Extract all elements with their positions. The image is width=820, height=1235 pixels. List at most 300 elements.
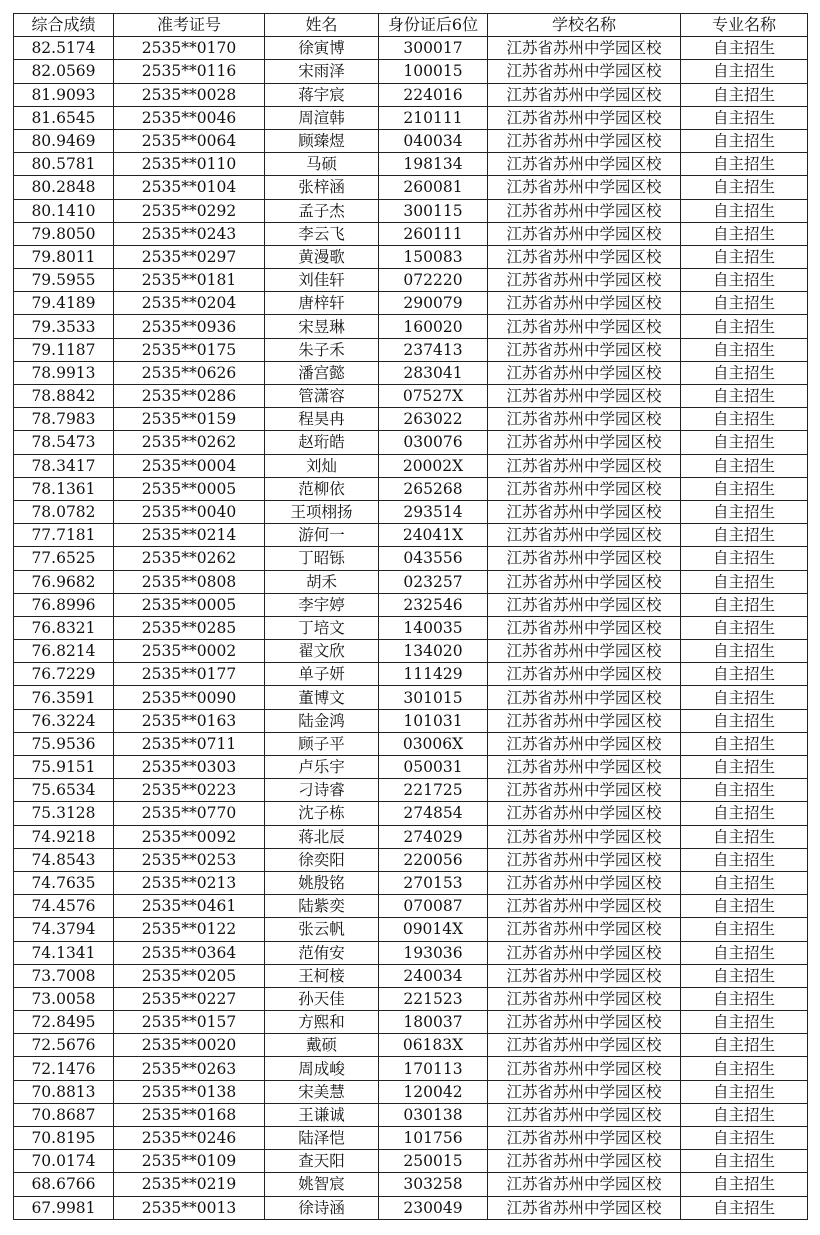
cell-id-last6: 03006X xyxy=(379,732,488,755)
cell-exam-id: 2535**0286 xyxy=(114,385,265,408)
cell-score: 70.8195 xyxy=(14,1127,114,1150)
cell-score: 78.1361 xyxy=(14,477,114,500)
cell-id-last6: 043556 xyxy=(379,547,488,570)
cell-name: 丁培文 xyxy=(265,616,379,639)
cell-id-last6: 301015 xyxy=(379,686,488,709)
cell-score: 77.6525 xyxy=(14,547,114,570)
cell-name: 徐奕阳 xyxy=(265,848,379,871)
cell-name: 周渲韩 xyxy=(265,106,379,129)
cell-score: 78.5473 xyxy=(14,431,114,454)
cell-major: 自主招生 xyxy=(681,987,808,1010)
cell-exam-id: 2535**0104 xyxy=(114,176,265,199)
header-id-last6: 身份证后6位 xyxy=(379,14,488,37)
cell-major: 自主招生 xyxy=(681,848,808,871)
cell-id-last6: 170113 xyxy=(379,1057,488,1080)
cell-name: 宋美慧 xyxy=(265,1080,379,1103)
cell-name: 朱子禾 xyxy=(265,338,379,361)
cell-exam-id: 2535**0626 xyxy=(114,361,265,384)
table-row xyxy=(14,1034,808,1057)
cell-exam-id: 2535**0002 xyxy=(114,640,265,663)
cell-score: 78.8842 xyxy=(14,385,114,408)
cell-name: 王项栩扬 xyxy=(265,500,379,523)
cell-major: 自主招生 xyxy=(681,361,808,384)
cell-score: 80.2848 xyxy=(14,176,114,199)
cell-name: 管潇容 xyxy=(265,385,379,408)
cell-id-last6: 260081 xyxy=(379,176,488,199)
cell-school: 江苏省苏州中学园区校 xyxy=(488,848,681,871)
cell-major: 自主招生 xyxy=(681,756,808,779)
cell-score: 80.5781 xyxy=(14,153,114,176)
cell-score: 78.3417 xyxy=(14,454,114,477)
cell-score: 79.8011 xyxy=(14,245,114,268)
cell-id-last6: 072220 xyxy=(379,269,488,292)
table-row xyxy=(14,338,808,361)
header-major: 专业名称 xyxy=(681,14,808,37)
table-row xyxy=(14,60,808,83)
cell-name: 徐寅博 xyxy=(265,37,379,60)
cell-exam-id: 2535**0246 xyxy=(114,1127,265,1150)
table-row xyxy=(14,385,808,408)
cell-major: 自主招生 xyxy=(681,547,808,570)
cell-exam-id: 2535**0168 xyxy=(114,1103,265,1126)
cell-id-last6: 232546 xyxy=(379,593,488,616)
cell-major: 自主招生 xyxy=(681,129,808,152)
cell-id-last6: 06183X xyxy=(379,1034,488,1057)
cell-id-last6: 224016 xyxy=(379,83,488,106)
cell-school: 江苏省苏州中学园区校 xyxy=(488,106,681,129)
cell-name: 单子妍 xyxy=(265,663,379,686)
cell-exam-id: 2535**0364 xyxy=(114,941,265,964)
table-row xyxy=(14,129,808,152)
cell-exam-id: 2535**0028 xyxy=(114,83,265,106)
cell-name: 蒋宇宸 xyxy=(265,83,379,106)
cell-name: 赵珩皓 xyxy=(265,431,379,454)
table-row xyxy=(14,732,808,755)
table-row xyxy=(14,222,808,245)
cell-school: 江苏省苏州中学园区校 xyxy=(488,871,681,894)
cell-major: 自主招生 xyxy=(681,153,808,176)
cell-exam-id: 2535**0770 xyxy=(114,802,265,825)
cell-exam-id: 2535**0159 xyxy=(114,408,265,431)
cell-id-last6: 140035 xyxy=(379,616,488,639)
cell-exam-id: 2535**0461 xyxy=(114,895,265,918)
cell-name: 顾臻煜 xyxy=(265,129,379,152)
cell-id-last6: 030138 xyxy=(379,1103,488,1126)
cell-school: 江苏省苏州中学园区校 xyxy=(488,1173,681,1196)
table-row xyxy=(14,315,808,338)
cell-exam-id: 2535**0214 xyxy=(114,524,265,547)
cell-name: 顾子平 xyxy=(265,732,379,755)
cell-name: 孟子杰 xyxy=(265,199,379,222)
cell-score: 76.3224 xyxy=(14,709,114,732)
cell-major: 自主招生 xyxy=(681,199,808,222)
cell-school: 江苏省苏州中学园区校 xyxy=(488,709,681,732)
cell-school: 江苏省苏州中学园区校 xyxy=(488,361,681,384)
cell-exam-id: 2535**0227 xyxy=(114,987,265,1010)
cell-exam-id: 2535**0138 xyxy=(114,1080,265,1103)
table-row xyxy=(14,640,808,663)
cell-major: 自主招生 xyxy=(681,616,808,639)
cell-exam-id: 2535**0297 xyxy=(114,245,265,268)
cell-exam-id: 2535**0122 xyxy=(114,918,265,941)
cell-school: 江苏省苏州中学园区校 xyxy=(488,1080,681,1103)
table-row xyxy=(14,292,808,315)
table-row xyxy=(14,663,808,686)
cell-school: 江苏省苏州中学园区校 xyxy=(488,245,681,268)
cell-name: 李宇婷 xyxy=(265,593,379,616)
cell-major: 自主招生 xyxy=(681,779,808,802)
cell-school: 江苏省苏州中学园区校 xyxy=(488,1034,681,1057)
cell-id-last6: 220056 xyxy=(379,848,488,871)
cell-major: 自主招生 xyxy=(681,500,808,523)
cell-major: 自主招生 xyxy=(681,640,808,663)
cell-score: 79.3533 xyxy=(14,315,114,338)
cell-id-last6: 180037 xyxy=(379,1011,488,1034)
table-row xyxy=(14,848,808,871)
table-row xyxy=(14,269,808,292)
cell-major: 自主招生 xyxy=(681,292,808,315)
table-row xyxy=(14,1173,808,1196)
cell-name: 宋雨泽 xyxy=(265,60,379,83)
cell-exam-id: 2535**0711 xyxy=(114,732,265,755)
cell-name: 沈子栋 xyxy=(265,802,379,825)
cell-exam-id: 2535**0292 xyxy=(114,199,265,222)
cell-exam-id: 2535**0177 xyxy=(114,663,265,686)
cell-major: 自主招生 xyxy=(681,895,808,918)
cell-exam-id: 2535**0262 xyxy=(114,431,265,454)
cell-school: 江苏省苏州中学园区校 xyxy=(488,477,681,500)
cell-major: 自主招生 xyxy=(681,1150,808,1173)
cell-name: 唐梓轩 xyxy=(265,292,379,315)
cell-school: 江苏省苏州中学园区校 xyxy=(488,1103,681,1126)
cell-score: 74.1341 xyxy=(14,941,114,964)
cell-major: 自主招生 xyxy=(681,385,808,408)
cell-name: 丁昭铄 xyxy=(265,547,379,570)
header-row xyxy=(14,14,808,37)
cell-school: 江苏省苏州中学园区校 xyxy=(488,408,681,431)
table-row xyxy=(14,106,808,129)
cell-name: 姚殷铭 xyxy=(265,871,379,894)
cell-name: 游何一 xyxy=(265,524,379,547)
cell-id-last6: 09014X xyxy=(379,918,488,941)
results-table xyxy=(13,13,808,1220)
cell-name: 戴硕 xyxy=(265,1034,379,1057)
table-row xyxy=(14,245,808,268)
header-name: 姓名 xyxy=(265,14,379,37)
table-row xyxy=(14,756,808,779)
cell-major: 自主招生 xyxy=(681,431,808,454)
cell-id-last6: 24041X xyxy=(379,524,488,547)
cell-name: 翟文欣 xyxy=(265,640,379,663)
cell-id-last6: 221725 xyxy=(379,779,488,802)
table-row xyxy=(14,1103,808,1126)
cell-major: 自主招生 xyxy=(681,964,808,987)
cell-major: 自主招生 xyxy=(681,802,808,825)
cell-score: 79.1187 xyxy=(14,338,114,361)
table-row xyxy=(14,153,808,176)
cell-name: 黄漫歌 xyxy=(265,245,379,268)
cell-school: 江苏省苏州中学园区校 xyxy=(488,1057,681,1080)
cell-id-last6: 230049 xyxy=(379,1196,488,1219)
cell-exam-id: 2535**0005 xyxy=(114,593,265,616)
cell-exam-id: 2535**0005 xyxy=(114,477,265,500)
cell-school: 江苏省苏州中学园区校 xyxy=(488,454,681,477)
cell-score: 74.7635 xyxy=(14,871,114,894)
cell-score: 70.8813 xyxy=(14,1080,114,1103)
cell-school: 江苏省苏州中学园区校 xyxy=(488,37,681,60)
cell-id-last6: 111429 xyxy=(379,663,488,686)
cell-school: 江苏省苏州中学园区校 xyxy=(488,593,681,616)
table-row xyxy=(14,1196,808,1219)
cell-exam-id: 2535**0004 xyxy=(114,454,265,477)
cell-exam-id: 2535**0109 xyxy=(114,1150,265,1173)
cell-exam-id: 2535**0040 xyxy=(114,500,265,523)
cell-id-last6: 070087 xyxy=(379,895,488,918)
cell-major: 自主招生 xyxy=(681,686,808,709)
cell-school: 江苏省苏州中学园区校 xyxy=(488,83,681,106)
cell-exam-id: 2535**0936 xyxy=(114,315,265,338)
table-row xyxy=(14,825,808,848)
cell-score: 79.4189 xyxy=(14,292,114,315)
cell-school: 江苏省苏州中学园区校 xyxy=(488,616,681,639)
cell-score: 77.7181 xyxy=(14,524,114,547)
cell-exam-id: 2535**0064 xyxy=(114,129,265,152)
table-row xyxy=(14,524,808,547)
cell-school: 江苏省苏州中学园区校 xyxy=(488,825,681,848)
cell-name: 张梓涵 xyxy=(265,176,379,199)
cell-major: 自主招生 xyxy=(681,338,808,361)
cell-name: 宋昱琳 xyxy=(265,315,379,338)
cell-id-last6: 160020 xyxy=(379,315,488,338)
cell-school: 江苏省苏州中学园区校 xyxy=(488,1150,681,1173)
cell-score: 75.9536 xyxy=(14,732,114,755)
cell-id-last6: 260111 xyxy=(379,222,488,245)
cell-exam-id: 2535**0116 xyxy=(114,60,265,83)
cell-score: 72.5676 xyxy=(14,1034,114,1057)
table-row xyxy=(14,802,808,825)
header-score: 综合成绩 xyxy=(14,14,114,37)
cell-name: 卢乐宇 xyxy=(265,756,379,779)
cell-school: 江苏省苏州中学园区校 xyxy=(488,941,681,964)
cell-id-last6: 221523 xyxy=(379,987,488,1010)
cell-score: 81.9093 xyxy=(14,83,114,106)
cell-score: 76.3591 xyxy=(14,686,114,709)
cell-school: 江苏省苏州中学园区校 xyxy=(488,431,681,454)
cell-exam-id: 2535**0090 xyxy=(114,686,265,709)
table-row xyxy=(14,593,808,616)
cell-id-last6: 237413 xyxy=(379,338,488,361)
cell-exam-id: 2535**0020 xyxy=(114,1034,265,1057)
cell-exam-id: 2535**0285 xyxy=(114,616,265,639)
cell-score: 78.9913 xyxy=(14,361,114,384)
cell-major: 自主招生 xyxy=(681,315,808,338)
cell-major: 自主招生 xyxy=(681,269,808,292)
table-row xyxy=(14,176,808,199)
table-row xyxy=(14,941,808,964)
cell-id-last6: 274854 xyxy=(379,802,488,825)
cell-major: 自主招生 xyxy=(681,454,808,477)
table-row xyxy=(14,987,808,1010)
cell-major: 自主招生 xyxy=(681,37,808,60)
table-row xyxy=(14,1080,808,1103)
cell-exam-id: 2535**0157 xyxy=(114,1011,265,1034)
cell-name: 董博文 xyxy=(265,686,379,709)
table-row xyxy=(14,361,808,384)
cell-major: 自主招生 xyxy=(681,1173,808,1196)
cell-name: 张云帆 xyxy=(265,918,379,941)
cell-major: 自主招生 xyxy=(681,1196,808,1219)
cell-exam-id: 2535**0170 xyxy=(114,37,265,60)
table-row xyxy=(14,570,808,593)
cell-school: 江苏省苏州中学园区校 xyxy=(488,315,681,338)
cell-score: 76.8321 xyxy=(14,616,114,639)
cell-score: 74.8543 xyxy=(14,848,114,871)
cell-score: 72.1476 xyxy=(14,1057,114,1080)
table-row xyxy=(14,895,808,918)
cell-name: 范柳依 xyxy=(265,477,379,500)
cell-major: 自主招生 xyxy=(681,1011,808,1034)
cell-score: 82.0569 xyxy=(14,60,114,83)
cell-school: 江苏省苏州中学园区校 xyxy=(488,640,681,663)
cell-id-last6: 265268 xyxy=(379,477,488,500)
table-row xyxy=(14,918,808,941)
cell-score: 78.7983 xyxy=(14,408,114,431)
cell-id-last6: 270153 xyxy=(379,871,488,894)
table-row xyxy=(14,83,808,106)
cell-score: 80.9469 xyxy=(14,129,114,152)
cell-id-last6: 100015 xyxy=(379,60,488,83)
table-row xyxy=(14,547,808,570)
cell-major: 自主招生 xyxy=(681,709,808,732)
cell-major: 自主招生 xyxy=(681,83,808,106)
cell-school: 江苏省苏州中学园区校 xyxy=(488,385,681,408)
cell-exam-id: 2535**0243 xyxy=(114,222,265,245)
cell-score: 82.5174 xyxy=(14,37,114,60)
cell-score: 74.4576 xyxy=(14,895,114,918)
cell-score: 75.9151 xyxy=(14,756,114,779)
cell-major: 自主招生 xyxy=(681,918,808,941)
cell-score: 74.3794 xyxy=(14,918,114,941)
table-row xyxy=(14,964,808,987)
cell-name: 查天阳 xyxy=(265,1150,379,1173)
cell-score: 70.0174 xyxy=(14,1150,114,1173)
cell-school: 江苏省苏州中学园区校 xyxy=(488,756,681,779)
cell-major: 自主招生 xyxy=(681,477,808,500)
cell-school: 江苏省苏州中学园区校 xyxy=(488,153,681,176)
cell-school: 江苏省苏州中学园区校 xyxy=(488,269,681,292)
cell-name: 刁诗睿 xyxy=(265,779,379,802)
cell-id-last6: 300115 xyxy=(379,199,488,222)
cell-id-last6: 300017 xyxy=(379,37,488,60)
table-row xyxy=(14,1127,808,1150)
cell-major: 自主招生 xyxy=(681,60,808,83)
cell-name: 范侑安 xyxy=(265,941,379,964)
cell-major: 自主招生 xyxy=(681,106,808,129)
cell-name: 孙天佳 xyxy=(265,987,379,1010)
cell-id-last6: 274029 xyxy=(379,825,488,848)
cell-school: 江苏省苏州中学园区校 xyxy=(488,732,681,755)
table-row xyxy=(14,779,808,802)
cell-id-last6: 050031 xyxy=(379,756,488,779)
cell-id-last6: 134020 xyxy=(379,640,488,663)
cell-score: 68.6766 xyxy=(14,1173,114,1196)
cell-exam-id: 2535**0303 xyxy=(114,756,265,779)
cell-school: 江苏省苏州中学园区校 xyxy=(488,987,681,1010)
cell-id-last6: 101756 xyxy=(379,1127,488,1150)
cell-score: 76.8996 xyxy=(14,593,114,616)
table-row xyxy=(14,616,808,639)
cell-school: 江苏省苏州中学园区校 xyxy=(488,500,681,523)
cell-exam-id: 2535**0013 xyxy=(114,1196,265,1219)
cell-name: 李云飞 xyxy=(265,222,379,245)
cell-exam-id: 2535**0263 xyxy=(114,1057,265,1080)
cell-school: 江苏省苏州中学园区校 xyxy=(488,176,681,199)
cell-major: 自主招生 xyxy=(681,245,808,268)
table-row xyxy=(14,1057,808,1080)
cell-id-last6: 20002X xyxy=(379,454,488,477)
table-row xyxy=(14,199,808,222)
cell-id-last6: 250015 xyxy=(379,1150,488,1173)
cell-school: 江苏省苏州中学园区校 xyxy=(488,547,681,570)
cell-score: 80.1410 xyxy=(14,199,114,222)
cell-major: 自主招生 xyxy=(681,176,808,199)
table-row xyxy=(14,408,808,431)
cell-name: 蒋北辰 xyxy=(265,825,379,848)
cell-name: 刘灿 xyxy=(265,454,379,477)
cell-major: 自主招生 xyxy=(681,941,808,964)
table-row xyxy=(14,686,808,709)
cell-score: 79.5955 xyxy=(14,269,114,292)
cell-exam-id: 2535**0163 xyxy=(114,709,265,732)
cell-score: 73.0058 xyxy=(14,987,114,1010)
cell-school: 江苏省苏州中学园区校 xyxy=(488,663,681,686)
cell-id-last6: 030076 xyxy=(379,431,488,454)
cell-exam-id: 2535**0205 xyxy=(114,964,265,987)
cell-school: 江苏省苏州中学园区校 xyxy=(488,1196,681,1219)
cell-score: 74.9218 xyxy=(14,825,114,848)
cell-name: 胡禾 xyxy=(265,570,379,593)
cell-major: 自主招生 xyxy=(681,570,808,593)
cell-name: 方熙和 xyxy=(265,1011,379,1034)
cell-exam-id: 2535**0223 xyxy=(114,779,265,802)
cell-score: 75.6534 xyxy=(14,779,114,802)
table-row xyxy=(14,871,808,894)
table-row xyxy=(14,37,808,60)
cell-major: 自主招生 xyxy=(681,408,808,431)
cell-id-last6: 290079 xyxy=(379,292,488,315)
cell-name: 陆金鸿 xyxy=(265,709,379,732)
header-school: 学校名称 xyxy=(488,14,681,37)
cell-major: 自主招生 xyxy=(681,1057,808,1080)
cell-name: 王柯椄 xyxy=(265,964,379,987)
cell-school: 江苏省苏州中学园区校 xyxy=(488,918,681,941)
cell-score: 75.3128 xyxy=(14,802,114,825)
cell-school: 江苏省苏州中学园区校 xyxy=(488,222,681,245)
cell-exam-id: 2535**0219 xyxy=(114,1173,265,1196)
cell-name: 刘佳轩 xyxy=(265,269,379,292)
cell-school: 江苏省苏州中学园区校 xyxy=(488,129,681,152)
cell-exam-id: 2535**0046 xyxy=(114,106,265,129)
cell-name: 周成峻 xyxy=(265,1057,379,1080)
cell-exam-id: 2535**0213 xyxy=(114,871,265,894)
cell-id-last6: 303258 xyxy=(379,1173,488,1196)
cell-name: 马硕 xyxy=(265,153,379,176)
cell-score: 81.6545 xyxy=(14,106,114,129)
cell-id-last6: 101031 xyxy=(379,709,488,732)
cell-id-last6: 210111 xyxy=(379,106,488,129)
cell-score: 76.9682 xyxy=(14,570,114,593)
cell-id-last6: 263022 xyxy=(379,408,488,431)
